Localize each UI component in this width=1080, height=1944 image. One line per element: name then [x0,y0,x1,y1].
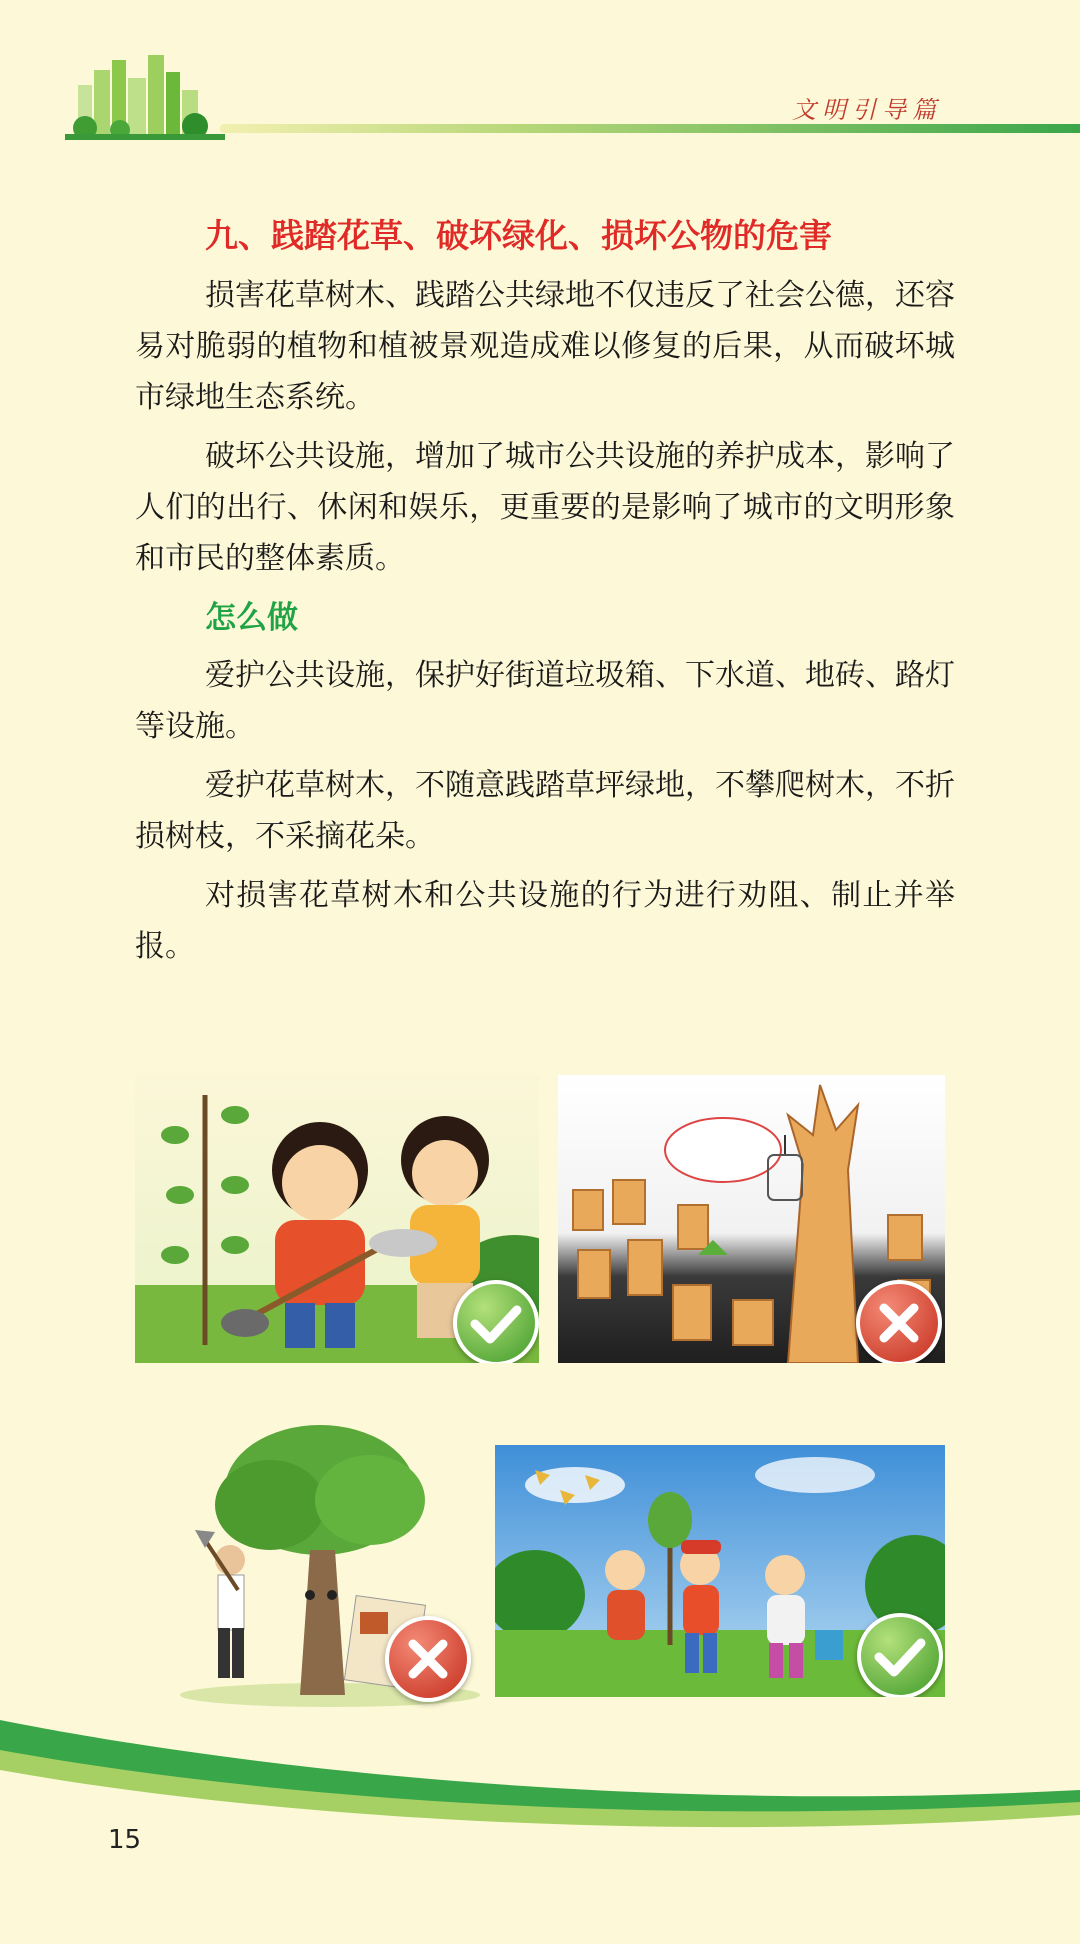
checkmark-icon [857,1613,943,1697]
city-skyline-icon [60,50,230,145]
paragraph: 损害花草树木、践踏公共绿地不仅违反了社会公德，还容易对脆弱的植物和植被景观造成难以修复的后果，从而破坏城市绿地生态系统。 [135,278,955,415]
paragraph: 对损害花草树木和公共设施的行为进行劝阻、制止并举报。 [135,878,955,964]
paragraph: 破坏公共设施，增加了城市公共设施的养护成本，影响了人们的出行、休闲和娱乐，更重要的是影响了城市的文明形象和市民的整体素质。 [135,439,955,576]
paragraph: 爱护花草树木，不随意践踏草坪绿地，不攀爬树木，不折损树枝，不采摘花朵。 [135,768,955,854]
cross-icon [385,1616,471,1702]
article-body [135,210,955,980]
section-label: 文明引导篇 [792,96,942,124]
header-divider [220,124,1080,133]
section-subtitle: 怎么做 [205,600,298,636]
cross-icon [856,1280,942,1363]
paragraph: 爱护公共设施，保护好街道垃圾箱、下水道、地砖、路灯等设施。 [135,658,955,744]
illustration-children-caring-sapling [495,1445,945,1697]
illustration-tree-stumps [558,1075,945,1363]
checkmark-icon [453,1280,539,1363]
illustration-man-chopping-tree [160,1420,480,1710]
page-number: 15 [108,1825,142,1855]
footer-wave-decoration [0,1720,1080,1840]
illustration-children-planting [135,1075,539,1363]
page-header [0,0,1080,160]
article-title: 九、践踏花草、破坏绿化、损坏公物的危害 [205,216,832,255]
